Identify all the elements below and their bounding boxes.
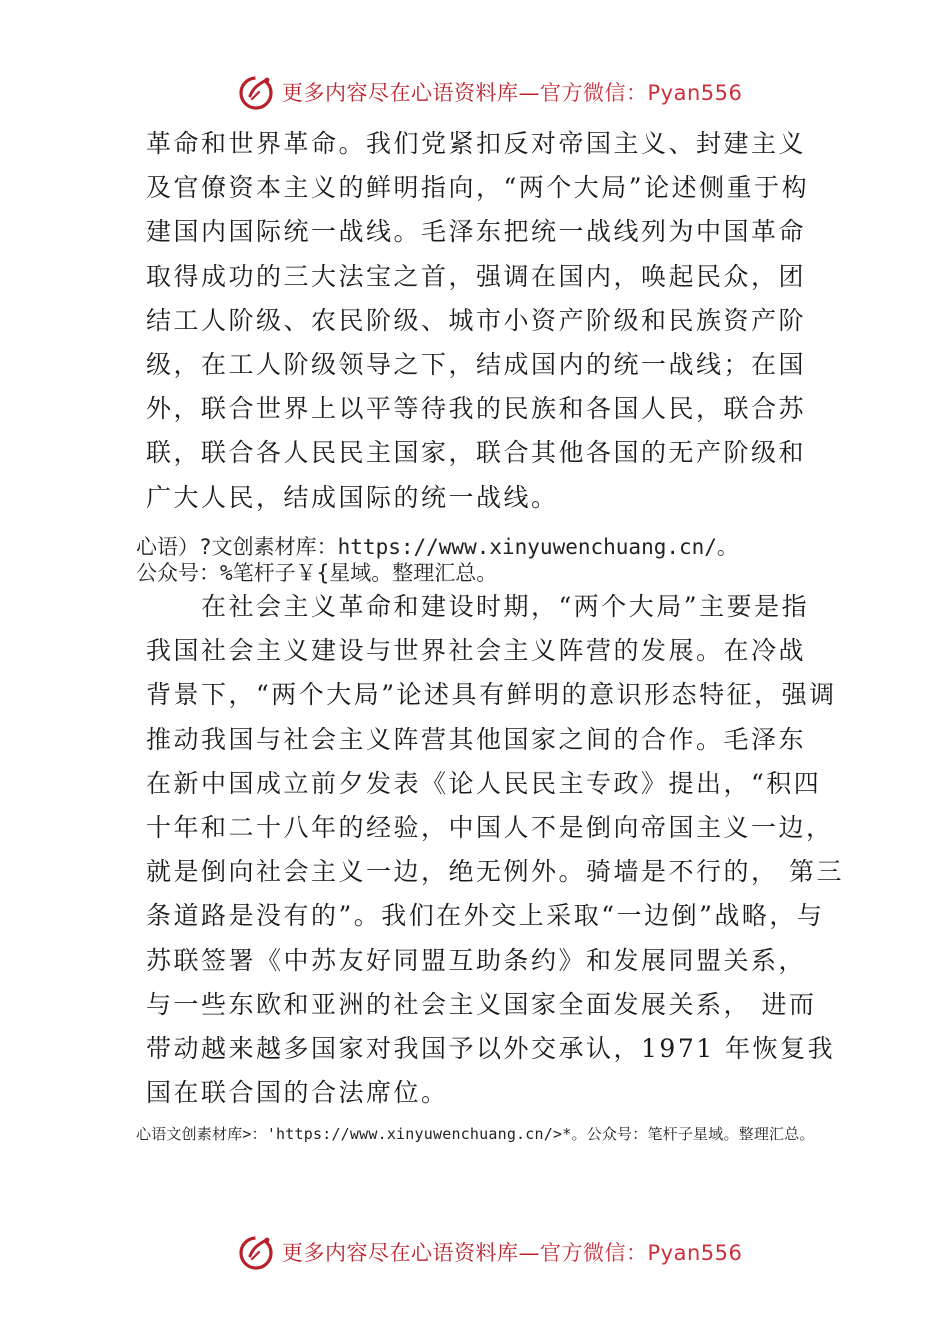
paragraph-line: 外，联合世界上以平等待我的民族和各国人民，联合苏	[146, 394, 807, 424]
paragraph-line: 十年和二十八年的经验，中国人不是倒向帝国主义一边，	[146, 813, 834, 843]
xinyu-brush-logo-icon	[236, 1232, 276, 1272]
paragraph-line: 在社会主义革命和建设时期，“两个大局”主要是指	[146, 592, 810, 621]
paragraph-line: 级，在工人阶级领导之下，结成国内的统一战线；在国	[146, 350, 807, 380]
paragraph-line: 联，联合各人民民主国家，联合其他各国的无产阶级和	[146, 438, 807, 468]
paragraph-line: 背景下，“两个大局”论述具有鲜明的意识形态特征，强调	[146, 680, 837, 710]
paragraph-line: 及官僚资本主义的鲜明指向，“两个大局”论述侧重于构	[146, 173, 810, 203]
watermark-note-1	[136, 534, 738, 586]
header-banner-text: 更多内容尽在心语资料库—官方微信：Pyan556	[282, 81, 743, 105]
footer-banner	[236, 1230, 742, 1274]
paragraph-line: 建国内国际统一战线。毛泽东把统一战线列为中国革命	[146, 217, 807, 247]
paragraph-line: 就是倒向社会主义一边，绝无例外。骑墙是不行的， 第三	[146, 857, 844, 887]
paragraph-line: 苏联签署《中苏友好同盟互助条约》和发展同盟关系，	[146, 945, 807, 975]
paragraph-line: 带动越来越多国家对我国予以外交承认，1971 年恢复我	[146, 1034, 836, 1064]
body-paragraph-1	[146, 122, 826, 520]
paragraph-line: 革命和世界革命。我们党紧扣反对帝国主义、封建主义	[146, 129, 807, 158]
paragraph-line: 广大人民，结成国际的统一战线。	[146, 482, 559, 512]
paragraph-line: 推动我国与社会主义阵营其他国家之间的合作。毛泽东	[146, 724, 807, 754]
footer-wechat-id: 官方微信：Pyan556	[540, 1241, 743, 1265]
xinyu-brush-logo-icon	[236, 72, 276, 112]
paragraph-line: 国在联合国的合法席位。	[146, 1078, 449, 1108]
watermark-line: 心语）?文创素材库：https://www.xinyuwenchuang.cn/。	[136, 535, 738, 559]
header-wechat-id: 官方微信：Pyan556	[540, 81, 743, 105]
body-paragraph-2	[146, 585, 844, 1115]
paragraph-line: 条道路是没有的”。我们在外交上采取“一边倒”战略，与	[146, 901, 825, 931]
paragraph-line: 与一些东欧和亚洲的社会主义国家全面发展关系， 进而	[146, 989, 817, 1019]
paragraph-line: 取得成功的三大法宝之首，强调在国内，唤起民众，团	[146, 261, 807, 291]
paragraph-line: 结工人阶级、农民阶级、城市小资产阶级和民族资产阶	[146, 305, 807, 335]
watermark-line: 公众号：%笔杆子￥{星域。整理汇总。	[136, 561, 498, 585]
watermark-note-2: 心语文创素材库>：'https://www.xinyuwenchuang.cn/>*。公众号：笔杆子星域。整理汇总。	[136, 1125, 815, 1143]
paragraph-line: 我国社会主义建设与世界社会主义阵营的发展。在冷战	[146, 636, 807, 666]
paragraph-line: 在新中国成立前夕发表《论人民民主专政》提出，“积四	[146, 768, 822, 798]
footer-banner-text: 更多内容尽在心语资料库—官方微信：Pyan556	[282, 1241, 743, 1265]
header-banner	[236, 70, 742, 114]
